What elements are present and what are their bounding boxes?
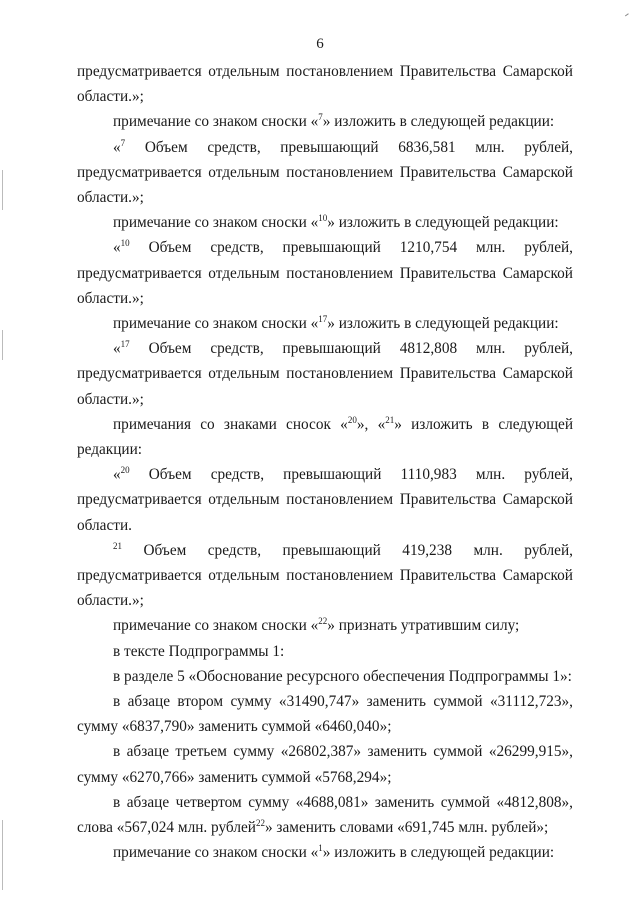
margin-mark xyxy=(2,170,3,210)
paragraph xyxy=(77,689,573,739)
footnote-mark: 10 xyxy=(120,238,130,249)
paragraph-text: предусматривается отдельным постановлением Правительства Самарской xyxy=(77,63,573,80)
paragraph-text: « xyxy=(113,239,121,257)
paragraph xyxy=(77,664,573,689)
paragraph xyxy=(77,311,573,336)
paragraph xyxy=(77,639,573,664)
paragraph-text: » изложить в следующей редакции: xyxy=(327,214,559,232)
footnote-mark: 7 xyxy=(318,112,323,123)
paragraph xyxy=(77,336,573,412)
paragraph-text: в абзаце втором сумму «31490,747» заменить суммой «31112,723», сумму «6837,790» заменить суммой «6460,040»; xyxy=(77,693,573,736)
paragraph-text: примечание со знаком сноски « xyxy=(113,113,319,131)
paragraph-text: в абзаце третьем сумму «26802,387» заменить суммой «26299,915», сумму «6270,766» заменить суммой «5768,294»; xyxy=(77,743,573,786)
footnote-mark: 17 xyxy=(318,314,328,325)
footnote-mark: 1 xyxy=(318,843,323,854)
paragraph-text: Объем средств, превышающий 6836,581 млн. рублей, предусматривается отдельным постановлением Правительства Самарской области.»; xyxy=(77,138,573,207)
paragraph-text: области.»; xyxy=(77,88,144,106)
paragraph-text: « xyxy=(113,340,121,358)
paragraph-text: » заменить словами «691,745 млн. рублей»; xyxy=(264,819,549,837)
paragraph-text: в тексте Подпрограммы 1: xyxy=(113,642,285,660)
paragraph xyxy=(77,739,573,789)
paragraph-text: « xyxy=(113,466,121,484)
paragraph xyxy=(77,613,573,638)
paragraph xyxy=(77,109,573,134)
paragraph xyxy=(77,538,573,614)
paragraph xyxy=(77,412,573,462)
paragraph-text: » изложить в следующей редакции: xyxy=(77,415,574,459)
footnote-mark: 21 xyxy=(113,540,122,551)
paragraph xyxy=(77,462,573,538)
footnote-mark: 17 xyxy=(120,339,130,350)
paragraph xyxy=(77,235,573,311)
margin-mark xyxy=(2,820,3,890)
paragraph xyxy=(77,84,573,109)
scan-mark xyxy=(625,13,631,19)
paragraph-text: примечание со знаком сноски « xyxy=(113,214,319,232)
paragraph-text: примечание со знаком сноски « xyxy=(113,844,319,862)
footnote-mark: 22 xyxy=(255,818,265,829)
paragraph-text: Объем средств, превышающий 4812,808 млн. рублей, предусматривается отдельным постановлением Правительства Самарской области.»; xyxy=(77,340,573,408)
paragraph-text: Объем средств, превышающий 1110,983 млн. рублей, предусматривается отдельным постановлением Правительства Самарской области. xyxy=(77,466,573,534)
footnote-mark: 20 xyxy=(120,465,130,476)
paragraph xyxy=(77,59,573,84)
footnote-mark: 20 xyxy=(347,414,357,425)
paragraph-text: примечание со знаком сноски « xyxy=(113,315,319,333)
paragraph-text: примечания со знаками сносок « xyxy=(113,415,348,433)
paragraph-text: в разделе 5 «Обоснование ресурсного обеспечения Подпрограммы 1»: xyxy=(113,667,572,685)
document-body xyxy=(77,59,573,866)
paragraph-text: » признать утратившим силу; xyxy=(327,617,520,635)
paragraph-text: в абзаце четвертом сумму «4688,081» заменить суммой «4812,808», слова «567,024 млн. рублей xyxy=(77,793,573,837)
paragraph-text: », « xyxy=(356,415,386,433)
paragraph-text: Объем средств, превышающий 419,238 млн. рублей, предусматривается отдельным постановлением Правительства Самарской области.»; xyxy=(77,541,573,610)
paragraph xyxy=(77,840,573,865)
margin-mark xyxy=(2,330,3,360)
paragraph-text: » изложить в следующей редакции: xyxy=(322,113,555,131)
page-number: 6 xyxy=(316,36,324,52)
paragraph-text: » изложить в следующей редакции: xyxy=(322,844,555,862)
footnote-mark: 22 xyxy=(318,616,328,627)
paragraph xyxy=(77,210,573,235)
paragraph-text: » изложить в следующей редакции: xyxy=(327,315,559,333)
paragraph xyxy=(77,790,573,840)
paragraph xyxy=(77,135,573,211)
footnote-mark: 21 xyxy=(385,414,395,425)
paragraph-text: « xyxy=(113,138,121,156)
footnote-mark: 7 xyxy=(120,137,126,148)
paragraph-text: Объем средств, превышающий 1210,754 млн. рублей, предусматривается отдельным постановлением Правительства Самарской области.»; xyxy=(77,239,573,307)
paragraph-text: примечание со знаком сноски « xyxy=(113,617,319,635)
footnote-mark: 10 xyxy=(318,213,328,224)
